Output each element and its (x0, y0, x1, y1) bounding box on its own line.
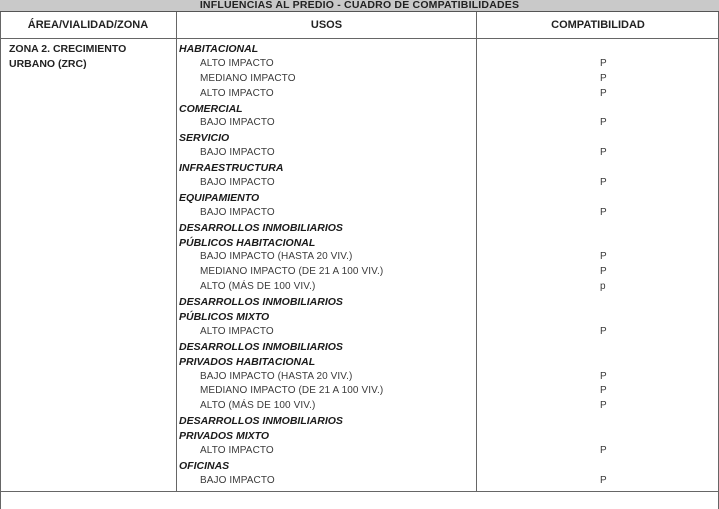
use-subcategory: MEDIANO IMPACTO (200, 72, 296, 84)
table-row (179, 191, 719, 206)
table-row (179, 161, 719, 176)
table-row (179, 340, 719, 355)
use-subcategory: ALTO (MÁS DE 100 VIV.) (200, 281, 316, 293)
use-category: HABITACIONAL (179, 43, 259, 55)
table-row (179, 221, 719, 236)
compatibility-value: P (600, 474, 607, 486)
compatibility-value: P (600, 177, 607, 189)
table-row (179, 384, 719, 399)
table-row (179, 474, 719, 489)
table-title: INFLUENCIAS AL PREDIO - CUADRO DE COMPATIBILIDADES (0, 0, 719, 12)
table-row (179, 355, 719, 370)
table-row (179, 116, 719, 131)
zone-label (9, 42, 169, 72)
table-row (179, 459, 719, 474)
use-category: SERVICIO (179, 132, 230, 145)
table-row (179, 42, 719, 57)
use-category: INFRAESTRUCTURA (179, 162, 284, 175)
table-row (179, 131, 719, 146)
use-category: OFICINAS (179, 459, 230, 472)
zone-label-line-2: URBANO (ZRC) (9, 58, 87, 70)
use-subcategory: ALTO (MÁS DE 100 VIV.) (200, 400, 316, 412)
zone-label-line-1: ZONA 2. CRECIMIENTO (9, 43, 127, 55)
left-border (0, 12, 1, 509)
use-category: DESARROLLOS INMOBILIARIOS (179, 415, 343, 428)
use-subcategory: ALTO IMPACTO (200, 57, 274, 69)
compatibility-value: P (600, 206, 607, 218)
use-subcategory: BAJO IMPACTO (200, 206, 275, 218)
compatibility-value: P (600, 251, 607, 263)
compatibility-value: P (600, 147, 607, 159)
compatibility-value: P (600, 445, 607, 457)
use-subcategory: BAJO IMPACTO (200, 117, 275, 129)
compatibility-value: P (600, 57, 607, 69)
column-divider-1 (176, 12, 177, 491)
table-row (179, 57, 719, 72)
use-subcategory: ALTO IMPACTO (200, 87, 274, 99)
use-category: PÚBLICOS MIXTO (179, 311, 270, 324)
table-row (179, 325, 719, 340)
use-subcategory: BAJO IMPACTO (200, 474, 275, 486)
use-category: PÚBLICOS HABITACIONAL (179, 236, 316, 249)
compatibility-value: P (600, 400, 607, 412)
use-category: EQUIPAMIENTO (179, 191, 260, 204)
header-divider (0, 38, 719, 39)
table-row (179, 176, 719, 191)
use-category: DESARROLLOS INMOBILIARIOS (179, 221, 343, 234)
table-row (179, 265, 719, 280)
use-subcategory: ALTO IMPACTO (200, 325, 274, 337)
use-category: DESARROLLOS INMOBILIARIOS (179, 296, 343, 309)
use-subcategory: MEDIANO IMPACTO (DE 21 A 100 VIV.) (200, 385, 384, 397)
table-row (179, 429, 719, 444)
table-row (179, 72, 719, 87)
use-category: DESARROLLOS INMOBILIARIOS (179, 340, 343, 353)
table-row (179, 295, 719, 310)
header-area: ÁREA/VIALIDAD/ZONA (27, 19, 149, 31)
table-row (179, 87, 719, 102)
header-compatibilidad: COMPATIBILIDAD (551, 19, 645, 31)
use-category: COMERCIAL (179, 102, 243, 115)
use-category: PRIVADOS MIXTO (179, 430, 270, 443)
use-subcategory: BAJO IMPACTO (200, 177, 275, 189)
usos-list (179, 42, 719, 489)
use-subcategory: ALTO IMPACTO (200, 445, 274, 457)
use-subcategory: BAJO IMPACTO (200, 147, 275, 159)
compatibility-value: p (600, 281, 606, 293)
table-row (179, 444, 719, 459)
table-row (179, 280, 719, 295)
table-row (179, 236, 719, 251)
table-row (179, 370, 719, 385)
table-row (179, 399, 719, 414)
compatibility-value: P (600, 87, 607, 99)
table-row (179, 146, 719, 161)
compatibility-value: P (600, 117, 607, 129)
compatibility-value: P (600, 370, 607, 382)
use-category: PRIVADOS HABITACIONAL (179, 355, 316, 368)
table-bottom-border (0, 491, 719, 492)
compatibility-value: P (600, 72, 607, 84)
compatibility-value: P (600, 325, 607, 337)
header-usos: USOS (310, 19, 343, 31)
table-row (179, 250, 719, 265)
table-row (179, 414, 719, 429)
compatibility-value: P (600, 266, 607, 278)
table-row (179, 206, 719, 221)
table-row (179, 102, 719, 117)
use-subcategory: MEDIANO IMPACTO (DE 21 A 100 VIV.) (200, 266, 384, 278)
use-subcategory: BAJO IMPACTO (HASTA 20 VIV.) (200, 370, 353, 382)
compatibility-value: P (600, 385, 607, 397)
use-subcategory: BAJO IMPACTO (HASTA 20 VIV.) (200, 251, 353, 263)
table-row (179, 310, 719, 325)
